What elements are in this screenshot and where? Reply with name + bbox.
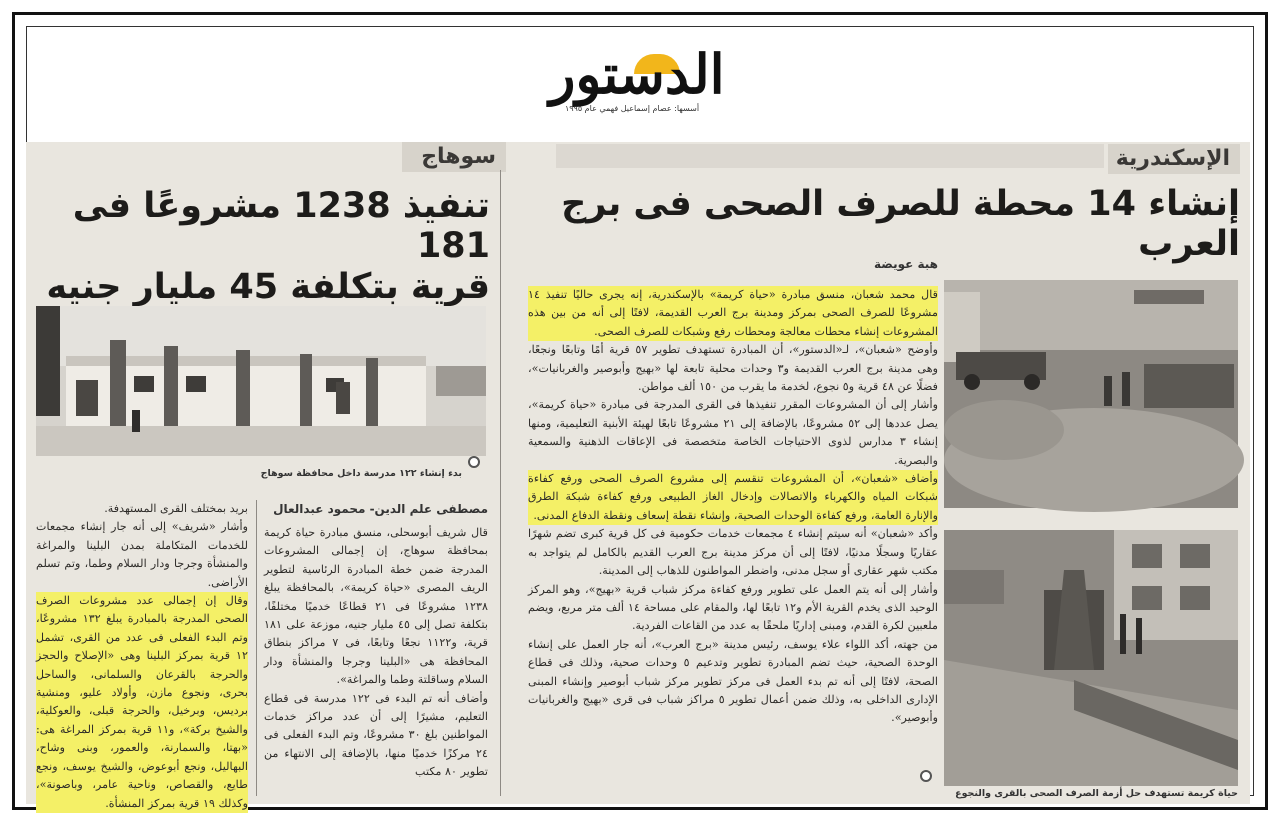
right-paragraph-6: وأشار إلى أنه يتم العمل على تطوير ورفع كفاءة مركز شباب قرية «بهيج»، وهو المركز الوحيد الذى يخدم القرية الأم و١٢ تابعًا لها، والمقام على مساحة ١٤ ألف متر مربع، ويضم ملعبين لكرة القدم، ومبنى إداريًا ملحقًا به عدد من القاعات الفردية.	[528, 582, 939, 633]
right-paragraph-5: وأكد «شعبان» أنه سيتم إنشاء ٤ مجمعات خدمات حكومية فى كل قرية كبرى تضم شهرًا عقاريًا وسجلًا مدنيًا، لافتًا إلى أن مركز مدينة برج العرب القديم بالكامل لم يتواجد به مكتب شهر عقارى أو سجل مدنى، واضطر المواطنون للذهاب إلى المدينة.	[528, 527, 938, 578]
right-paragraph-4: وأضاف «شعبان»، أن المشروعات تنقسم إلى مشروع الصرف الصحى ورفع كفاءة شبكات المياه والكهرباء والاتصالات وإدخال الغاز الطبيعى ورفع كفاءة شبكة الطرق والإنارة العامة، ورفع كفاءة الوحدات الصحية، وإنشاء نقطة إسعاف ونقطة الدفاع المدنى.	[528, 470, 938, 525]
left-article-column-2	[36, 500, 248, 810]
left-headline-line-1: تنفيذ 1238 مشروعًا فى 181	[72, 186, 490, 267]
right-paragraph-7: من جهته، أكد اللواء علاء يوسف، رئيس مدينة «برج العرب»، أنه جار العمل على إنشاء الوحدة الصحية، حيث تضم المبادرة تطوير وتدعيم ٥ وحدات صحية، وذلك فى قطاع الصحة، لافتًا إلى أنه تم بدء العمل فى مركز تطوير مركز شباب أبوصير وإنشاء المبنى الإدارى الداخلى به، وذلك ضمن أعمال تطوير ٥ مراكز شباب فى قرى «بهيج والغربانيات وأبوصير».	[528, 637, 939, 725]
left-col2-paragraph-1: بريد بمختلف القرى المستهدفة.	[104, 502, 248, 515]
sewage-works-photo-top	[944, 280, 1238, 508]
left-authors: مصطفى علم الدين- محمود عبدالعال	[273, 502, 488, 516]
right-paragraph-3: وأشار إلى أن المشروعات المقرر تنفيذها فى القرى المدرجة فى مبادرة «حياة كريمة»، يصل عددها إلى ٥٢ مشروعًا، بالإضافة إلى ٢١ مشروعًا تابعًا لهيئة الأبنية التعليمية، ومنها إنشاء ٣ مدارس لذوى الاحتياجات الخاصة متخصصة فى الإعاقات الذهنية والسمعية والبصرية.	[528, 398, 939, 467]
newspaper-logo	[522, 42, 752, 116]
right-paragraph-2: وأوضح «شعبان»، لـ«الدستور»، أن المبادرة تستهدف تطوير ٥٧ قرية أمًا وتابعًا ونجعًا، وهى مدينة برج العرب القديمة و٣ وحدات محلية تابعة لها «بهيج وأبوصير والغربانيات»، فضلًا عن ٤٨ قرية و٥ نجوع، لخدمة ما يقرب من ١٥٠ ألف مواطن.	[528, 343, 938, 394]
logo-text: الدستور	[549, 42, 725, 106]
article-divider	[500, 170, 501, 796]
left-article-column-1	[264, 524, 488, 796]
column-divider	[256, 500, 257, 796]
right-author: هبة عويضة	[873, 257, 938, 271]
left-photo-caption: بدء إنشاء ١٢٢ مدرسة داخل محافظة سوهاج	[260, 468, 462, 479]
caption-marker-icon	[920, 770, 932, 782]
logo-tagline: أسسها: عصام إسماعيل فهمي عام ١٩٩٥	[564, 104, 700, 113]
left-col2-paragraph-3: وقال إن إجمالى عدد مشروعات الصرف الصحى المدرجة بالمبادرة يبلغ ١٣٢ مشروعًا، وتم البدء الفعلى فى عدد من القرى، تشمل ١٢ قرية بمركز البلينا وهى «الإصلاح والحجز والحرجة بالقرعان والسلمانى، والساحل بحرى، ونجوع مازن، وأولاد عليو، ومنشية برديس، وبرخيل، والحرجة قبلى، والعوكلية، والشيخ بركة»، و١١ قرية بمركز المراغة هى: «بهتا، والسمارنة، والعمور، وبنى وشاح، البهاليل، ونجع أبوعوض، والشيخ يوسف، ونجع طايع، والقصاص، وناحية عامر، وباصونة»، وكذلك ١٩ قرية بمركز المنشأة.	[36, 592, 248, 813]
left-headline-line-2: قرية بتكلفة 45 مليار جنيه	[46, 266, 490, 307]
right-paragraph-1: قال محمد شعبان، منسق مبادرة «حياة كريمة» بالإسكندرية، إنه يجرى حاليًا تنفيذ ١٤ مشروعًا للصرف الصحى بمركز ومدينة برج العرب القديمة، لافتًا إلى أنه من بين هذه المشروعات إنشاء محطات معالجة ومحطات رفع وشبكات للصرف الصحى.	[528, 286, 938, 341]
left-headline	[40, 186, 490, 307]
right-headline: إنشاء 14 محطة للصرف الصحى فى برج العرب	[561, 184, 1240, 265]
caption-marker-icon	[468, 456, 480, 468]
school-building-photo	[36, 306, 486, 456]
section-bar	[556, 144, 1104, 168]
sewage-works-photo-bottom	[944, 530, 1238, 786]
left-col1-paragraph-2: وأضاف أنه تم البدء فى ١٢٢ مدرسة فى قطاع التعليم، مشيرًا إلى أن عدد مراكز خدمات المواطنين بلغ ٣٠ مشروعًا، وتم البدء الفعلى فى ٢٤ مركزًا خدميًا منها، بالإضافة إلى الانتهاء من تطوير ٨٠ مكتب	[264, 691, 488, 779]
section-label-alexandria: الإسكندرية	[1108, 144, 1240, 174]
right-article-body	[528, 286, 938, 796]
left-col1-paragraph-1: قال شريف أبوسحلى، منسق مبادرة حياة كريمة بمحافظة سوهاج، إن إجمالى المشروعات المدرجة ضمن خطة المبادرة الرئاسية لتطوير الريف المصرى «حياة كريمة»، بالمحافظة يبلغ ١٢٣٨ مشروعًا فى ٢١ قطاعًا خدميًا مختلفًا، بتكلفة تصل إلى ٤٥ مليار جنيه، موزعة على ١٨١ قرية، و١١٢٢ نجعًا وتابعًا، فى ٧ مراكز بنطاق المحافظة هى «البلينا وجرجا والمنشأة ودار السلام وساقلتة وطما والمراغة».	[264, 526, 489, 687]
right-photo-caption: حياة كريمة تستهدف حل أزمة الصرف الصحى بالقرى والنجوع	[955, 788, 1238, 799]
left-col2-paragraph-2: وأشار «شريف» إلى أنه جار إنشاء مجمعات للخدمات المتكاملة بمدن البلينا والمراغة والمنشأة وجرجا ودار السلام وطما، وتم تسلم الأراضى.	[36, 520, 248, 589]
section-label-sohag: سوهاج	[402, 142, 506, 172]
